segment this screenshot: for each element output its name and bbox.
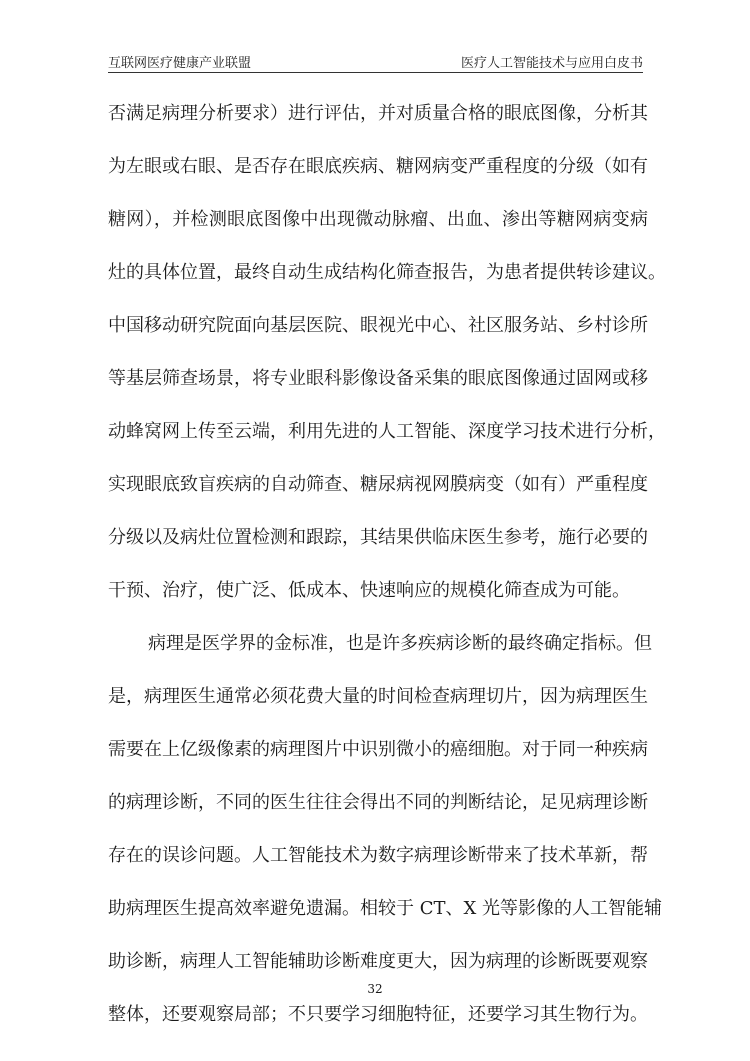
text-line: 助诊断，病理人工智能辅助诊断难度更大，因为病理的诊断既要观察 [108, 951, 648, 972]
text-line: 否满足病理分析要求）进行评估，并对质量合格的眼底图像，分析其 [108, 103, 648, 124]
header-right-title: 医疗人工智能技术与应用白皮书 [460, 56, 643, 71]
page-header [108, 48, 643, 73]
page-number: 32 [367, 982, 383, 996]
text-line: 灶的具体位置，最终自动生成结构化筛查报告，为患者提供转诊建议。 [108, 262, 666, 283]
text-line: 动蜂窝网上传至云端，利用先进的人工智能、深度学习技术进行分析， [108, 421, 666, 442]
text-line: 是，病理医生通常必须花费大量的时间检查病理切片，因为病理医生 [108, 686, 648, 707]
text-line: 需要在上亿级像素的病理图片中识别微小的癌细胞。对于同一种疾病 [108, 739, 648, 760]
paragraph-first-line: 病理是医学界的金标准，也是许多疾病诊断的最终确定指标。但 [148, 633, 652, 654]
text-line: 助病理医生提高效率避免遗漏。相较于 CT、X 光等影像的人工智能辅 [108, 898, 663, 919]
text-line: 存在的误诊问题。人工智能技术为数字病理诊断带来了技术革新，帮 [108, 845, 648, 866]
text-line: 实现眼底致盲疾病的自动筛查、糖尿病视网膜病变（如有）严重程度 [108, 474, 648, 495]
text-line: 为左眼或右眼、是否存在眼底疾病、糖网病变严重程度的分级（如有 [108, 156, 648, 177]
text-line: 整体，还要观察局部；不只要学习细胞特征，还要学习其生物行为。 [108, 1004, 648, 1025]
header-left-title: 互联网医疗健康产业联盟 [108, 56, 252, 71]
text-line: 中国移动研究院面向基层医院、眼视光中心、社区服务站、乡村诊所 [108, 315, 648, 336]
text-line: 的病理诊断，不同的医生往往会得出不同的判断结论，足见病理诊断 [108, 792, 648, 813]
text-line: 分级以及病灶位置检测和跟踪，其结果供临床医生参考，施行必要的 [108, 527, 648, 548]
text-line: 等基层筛查场景，将专业眼科影像设备采集的眼底图像通过固网或移 [108, 368, 648, 389]
text-line: 干预、治疗，使广泛、低成本、快速响应的规模化筛查成为可能。 [108, 580, 630, 601]
text-line: 糖网），并检测眼底图像中出现微动脉瘤、出血、渗出等糖网病变病 [108, 209, 648, 230]
